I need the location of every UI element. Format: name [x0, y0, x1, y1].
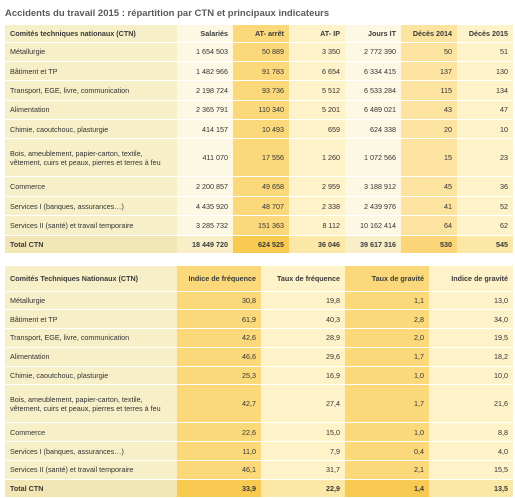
at-arret-cell: 624 525 [233, 235, 289, 253]
indice-gravite-cell: 18,2 [429, 347, 513, 366]
table-header-row [5, 25, 513, 42]
indice-frequence-cell: 11,0 [177, 442, 261, 461]
deces-2015-cell: 130 [457, 61, 513, 80]
jours-it-cell: 2 439 976 [345, 196, 401, 215]
indice-frequence-cell: 46,1 [177, 461, 261, 480]
at-arret-cell: 50 889 [233, 42, 289, 61]
salaries-cell: 2 365 791 [177, 100, 233, 119]
indice-frequence-cell: 30,8 [177, 291, 261, 310]
table-row [5, 291, 513, 310]
deces-2014-cell: 20 [401, 120, 457, 139]
ctn-cell: Métallurgie [5, 42, 177, 61]
indice-gravite-cell: 21,6 [429, 385, 513, 423]
ctn-cell: Services I (banques, assurances…) [5, 442, 177, 461]
deces-2015-cell: 51 [457, 42, 513, 61]
indice-gravite-cell: 19,5 [429, 329, 513, 348]
deces-2014-cell: 45 [401, 177, 457, 196]
deces-2015-cell: 36 [457, 177, 513, 196]
column-header-taux-gravite: Taux de gravité [345, 266, 429, 291]
jours-it-cell: 2 772 390 [345, 42, 401, 61]
page-title: Accidents du travail 2015 : répartition par CTN et principaux indicateurs [5, 8, 330, 19]
indice-frequence-cell: 42,6 [177, 329, 261, 348]
column-header-indice-gravite: Indice de gravité [429, 266, 513, 291]
at-ip-cell: 5 512 [289, 81, 345, 100]
taux-gravite-cell: 1,0 [345, 423, 429, 442]
salaries-cell: 18 449 720 [177, 235, 233, 253]
at-arret-cell: 10 493 [233, 120, 289, 139]
deces-2014-cell: 43 [401, 100, 457, 119]
column-header-at-ip: AT- IP [289, 25, 345, 42]
indice-frequence-cell: 42,7 [177, 385, 261, 423]
deces-2015-cell: 545 [457, 235, 513, 253]
salaries-cell: 414 157 [177, 120, 233, 139]
taux-gravite-cell: 1,0 [345, 366, 429, 385]
taux-gravite-cell: 2,8 [345, 310, 429, 329]
at-ip-cell: 3 350 [289, 42, 345, 61]
at-arret-cell: 49 658 [233, 177, 289, 196]
deces-2014-cell: 64 [401, 216, 457, 235]
taux-gravite-cell: 1,7 [345, 385, 429, 423]
at-arret-cell: 91 783 [233, 61, 289, 80]
table-row [5, 216, 513, 235]
ctn-cell: Services I (banques, assurances…) [5, 196, 177, 215]
table-row [5, 423, 513, 442]
taux-frequence-cell: 16,9 [261, 366, 345, 385]
deces-2014-cell: 50 [401, 42, 457, 61]
at-ip-cell: 8 112 [289, 216, 345, 235]
ctn-cell: Bois, ameublement, papier-carton, textile, vêtement, cuirs et peaux, pierres et terres à feu [5, 139, 177, 177]
ctn-cell: Bâtiment et TP [5, 310, 177, 329]
ctn-cell: Bois, ameublement, papier-carton, textile, vêtement, cuirs et peaux, pierres et terres à feu [5, 385, 177, 423]
table-row [5, 100, 513, 119]
at-arret-cell: 48 707 [233, 196, 289, 215]
salaries-cell: 1 482 966 [177, 61, 233, 80]
taux-frequence-cell: 15,0 [261, 423, 345, 442]
indice-frequence-cell: 61,9 [177, 310, 261, 329]
ctn-cell: Services II (santé) et travail temporaire [5, 461, 177, 480]
indice-gravite-cell: 13,0 [429, 291, 513, 310]
at-ip-cell: 6 654 [289, 61, 345, 80]
salaries-cell: 411 070 [177, 139, 233, 177]
table-row [5, 196, 513, 215]
table-row [5, 61, 513, 80]
at-ip-cell: 2 338 [289, 196, 345, 215]
jours-it-cell: 6 334 415 [345, 61, 401, 80]
jours-it-cell: 3 188 912 [345, 177, 401, 196]
at-arret-cell: 93 736 [233, 81, 289, 100]
column-header-taux-frequence: Taux de fréquence [261, 266, 345, 291]
salaries-cell: 4 435 920 [177, 196, 233, 215]
salaries-cell: 1 654 503 [177, 42, 233, 61]
table-row [5, 385, 513, 423]
deces-2014-cell: 115 [401, 81, 457, 100]
taux-frequence-cell: 40,3 [261, 310, 345, 329]
taux-frequence-cell: 31,7 [261, 461, 345, 480]
table-row [5, 366, 513, 385]
ctn-cell: Alimentation [5, 347, 177, 366]
ctn-cell: Commerce [5, 423, 177, 442]
deces-2014-cell: 41 [401, 196, 457, 215]
deces-2015-cell: 62 [457, 216, 513, 235]
table-row [5, 347, 513, 366]
indice-gravite-cell: 15,5 [429, 461, 513, 480]
taux-frequence-cell: 19,8 [261, 291, 345, 310]
at-arret-cell: 17 556 [233, 139, 289, 177]
deces-2014-cell: 530 [401, 235, 457, 253]
column-header-jours-it: Jours IT [345, 25, 401, 42]
deces-2015-cell: 23 [457, 139, 513, 177]
taux-gravite-cell: 2,0 [345, 329, 429, 348]
table-row [5, 139, 513, 177]
jours-it-cell: 6 533 284 [345, 81, 401, 100]
ctn-indicators-table [5, 266, 513, 498]
ctn-cell: Total CTN [5, 235, 177, 253]
table-row [5, 177, 513, 196]
ctn-cell: Total CTN [5, 479, 177, 497]
ctn-accidents-table [5, 25, 513, 254]
jours-it-cell: 624 338 [345, 120, 401, 139]
ctn-cell: Alimentation [5, 100, 177, 119]
taux-frequence-cell: 22,9 [261, 479, 345, 497]
taux-gravite-cell: 1,4 [345, 479, 429, 497]
table-row [5, 42, 513, 61]
indice-gravite-cell: 4,0 [429, 442, 513, 461]
indice-frequence-cell: 33,9 [177, 479, 261, 497]
total-row [5, 235, 513, 253]
column-header-salaries: Salariés [177, 25, 233, 42]
taux-gravite-cell: 2,1 [345, 461, 429, 480]
salaries-cell: 2 198 724 [177, 81, 233, 100]
at-ip-cell: 5 201 [289, 100, 345, 119]
jours-it-cell: 1 072 566 [345, 139, 401, 177]
column-header-ctn: Comités techniques nationaux (CTN) [5, 25, 177, 42]
at-ip-cell: 36 046 [289, 235, 345, 253]
at-ip-cell: 659 [289, 120, 345, 139]
indice-gravite-cell: 13,5 [429, 479, 513, 497]
table-row [5, 442, 513, 461]
deces-2015-cell: 10 [457, 120, 513, 139]
table-row [5, 81, 513, 100]
ctn-cell: Commerce [5, 177, 177, 196]
table-row [5, 310, 513, 329]
at-ip-cell: 2 959 [289, 177, 345, 196]
salaries-cell: 2 200 857 [177, 177, 233, 196]
deces-2014-cell: 15 [401, 139, 457, 177]
ctn-cell: Chimie, caoutchouc, plasturgie [5, 366, 177, 385]
taux-frequence-cell: 27,4 [261, 385, 345, 423]
indice-gravite-cell: 34,0 [429, 310, 513, 329]
ctn-cell: Chimie, caoutchouc, plasturgie [5, 120, 177, 139]
total-row [5, 479, 513, 497]
indice-gravite-cell: 10,0 [429, 366, 513, 385]
taux-frequence-cell: 7,9 [261, 442, 345, 461]
column-header-deces-2015: Décès 2015 [457, 25, 513, 42]
deces-2015-cell: 52 [457, 196, 513, 215]
deces-2014-cell: 137 [401, 61, 457, 80]
ctn-cell: Métallurgie [5, 291, 177, 310]
table-row [5, 329, 513, 348]
table-row [5, 461, 513, 480]
taux-gravite-cell: 1,1 [345, 291, 429, 310]
jours-it-cell: 39 617 316 [345, 235, 401, 253]
jours-it-cell: 10 162 414 [345, 216, 401, 235]
taux-frequence-cell: 29,6 [261, 347, 345, 366]
column-header-ctn: Comités Techniques Nationaux (CTN) [5, 266, 177, 291]
table-row [5, 120, 513, 139]
taux-gravite-cell: 1,7 [345, 347, 429, 366]
column-header-indice-frequence: Indice de fréquence [177, 266, 261, 291]
ctn-cell: Transport, EGE, livre, communication [5, 81, 177, 100]
column-header-deces-2014: Décès 2014 [401, 25, 457, 42]
indice-frequence-cell: 25,3 [177, 366, 261, 385]
salaries-cell: 3 285 732 [177, 216, 233, 235]
at-ip-cell: 1 260 [289, 139, 345, 177]
deces-2015-cell: 47 [457, 100, 513, 119]
ctn-cell: Services II (santé) et travail temporaire [5, 216, 177, 235]
taux-frequence-cell: 28,9 [261, 329, 345, 348]
table-header-row [5, 266, 513, 291]
ctn-cell: Transport, EGE, livre, communication [5, 329, 177, 348]
ctn-cell: Bâtiment et TP [5, 61, 177, 80]
indice-frequence-cell: 46,6 [177, 347, 261, 366]
indice-gravite-cell: 8,8 [429, 423, 513, 442]
deces-2015-cell: 134 [457, 81, 513, 100]
indice-frequence-cell: 22,6 [177, 423, 261, 442]
taux-gravite-cell: 0,4 [345, 442, 429, 461]
at-arret-cell: 110 340 [233, 100, 289, 119]
jours-it-cell: 6 489 021 [345, 100, 401, 119]
at-arret-cell: 151 363 [233, 216, 289, 235]
column-header-at-arret: AT- arrêt [233, 25, 289, 42]
